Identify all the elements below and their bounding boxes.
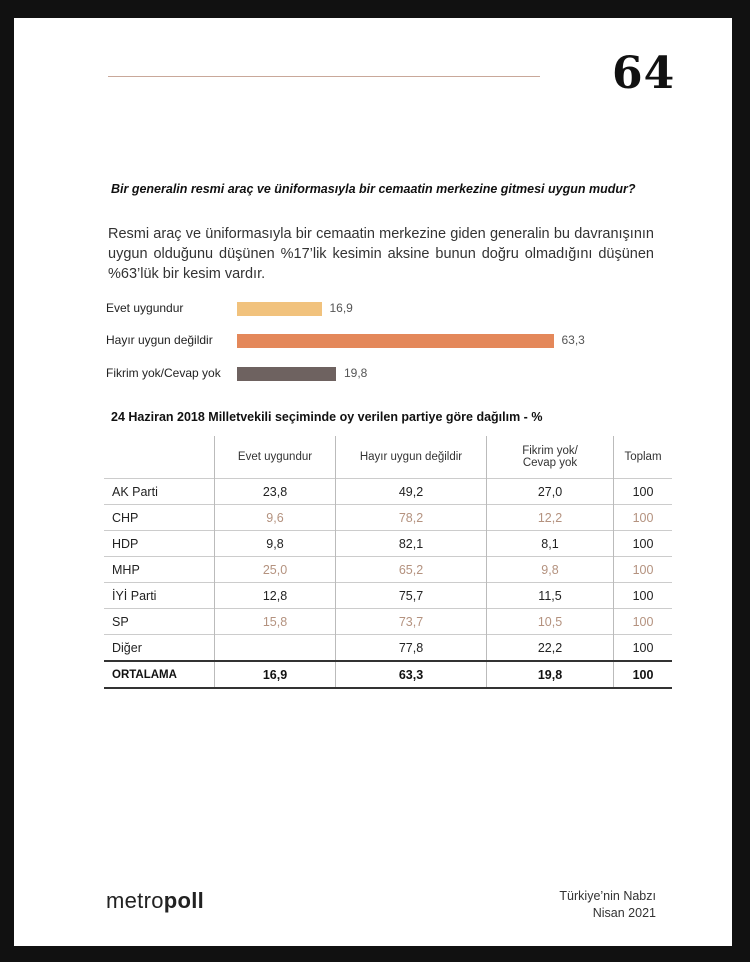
- table-cell: 100: [614, 661, 673, 688]
- survey-question: Bir generalin resmi araç ve üniformasıyla bir cemaatin merkezine gitmesi uygun mudur?: [111, 182, 636, 196]
- table-row: [104, 583, 672, 609]
- table-cell: 65,2: [336, 557, 487, 583]
- table-cell: 8,1: [487, 531, 614, 557]
- party-name: İYİ Parti: [104, 583, 215, 609]
- bar-value-label: 19,8: [344, 366, 368, 380]
- column-header: Toplam: [614, 436, 673, 479]
- table-body: [104, 479, 672, 689]
- bar-label: Evet uygundur: [106, 301, 184, 315]
- bar: [237, 367, 336, 381]
- table-row: [104, 505, 672, 531]
- column-header: Evet uygundur: [215, 436, 336, 479]
- table-cell: [215, 635, 336, 662]
- table-cell: 27,0: [487, 479, 614, 505]
- party-name: HDP: [104, 531, 215, 557]
- table-cell: 75,7: [336, 583, 487, 609]
- column-header: [104, 436, 215, 479]
- table-cell: 77,8: [336, 635, 487, 662]
- header-rule: [108, 76, 540, 77]
- table-cell: 15,8: [215, 609, 336, 635]
- table-cell: 22,2: [487, 635, 614, 662]
- summary-paragraph: Resmi araç ve üniformasıyla bir cemaatin merkezine giden generalin bu davranışının uygun olduğunu düşünen %17’lik kesimin aksine bunun doğru olmadığını düşünen %63’lük bir kesim vardır.: [108, 226, 654, 282]
- column-header: Hayır uygun değildir: [336, 436, 487, 479]
- table-title: 24 Haziran 2018 Milletvekili seçiminde oy verilen partiye göre dağılım - %: [111, 410, 543, 424]
- table-cell: 100: [614, 557, 673, 583]
- bar-label: Hayır uygun değildir: [106, 333, 213, 347]
- table-cell: 100: [614, 505, 673, 531]
- table-row: [104, 531, 672, 557]
- party-name: MHP: [104, 557, 215, 583]
- bar-label: Fikrim yok/Cevap yok: [106, 366, 221, 380]
- table-row: [104, 609, 672, 635]
- footer-publication: [559, 888, 656, 922]
- table-cell: 10,5: [487, 609, 614, 635]
- table-cell: 9,8: [487, 557, 614, 583]
- table-cell: 100: [614, 635, 673, 662]
- publication-date: Nisan 2021: [592, 906, 656, 920]
- average-row: [104, 661, 672, 688]
- table-cell: 78,2: [336, 505, 487, 531]
- table-cell: 100: [614, 609, 673, 635]
- table-cell: 12,8: [215, 583, 336, 609]
- party-name: CHP: [104, 505, 215, 531]
- bar: [237, 302, 322, 316]
- table-cell: 9,6: [215, 505, 336, 531]
- party-distribution-table: [104, 436, 672, 689]
- table-row: [104, 479, 672, 505]
- table-cell: 73,7: [336, 609, 487, 635]
- table-cell: 25,0: [215, 557, 336, 583]
- bar: [237, 334, 554, 348]
- party-name: AK Parti: [104, 479, 215, 505]
- table-cell: 19,8: [487, 661, 614, 688]
- table-cell: 49,2: [336, 479, 487, 505]
- table-cell: 100: [614, 479, 673, 505]
- party-name: SP: [104, 609, 215, 635]
- table-cell: 9,8: [215, 531, 336, 557]
- party-name: ORTALAMA: [104, 661, 215, 688]
- table-row: [104, 635, 672, 662]
- bar-value-label: 16,9: [329, 301, 353, 315]
- bar-value-label: 63,3: [561, 333, 585, 347]
- metropoll-logo: metropoll: [106, 888, 205, 913]
- table-cell: 100: [614, 531, 673, 557]
- table-cell: 11,5: [487, 583, 614, 609]
- publication-title: Türkiye’nin Nabzı: [559, 889, 656, 903]
- party-name: Diğer: [104, 635, 215, 662]
- report-page: [14, 18, 732, 946]
- table-row: [104, 557, 672, 583]
- table-cell: 16,9: [215, 661, 336, 688]
- table-cell: 23,8: [215, 479, 336, 505]
- table-cell: 82,1: [336, 531, 487, 557]
- table-cell: 100: [614, 583, 673, 609]
- table-header-row: [104, 436, 672, 479]
- table-cell: 12,2: [487, 505, 614, 531]
- page-number: 64: [612, 48, 676, 99]
- column-header: Fikrim yok/ Cevap yok: [487, 436, 614, 479]
- table-cell: 63,3: [336, 661, 487, 688]
